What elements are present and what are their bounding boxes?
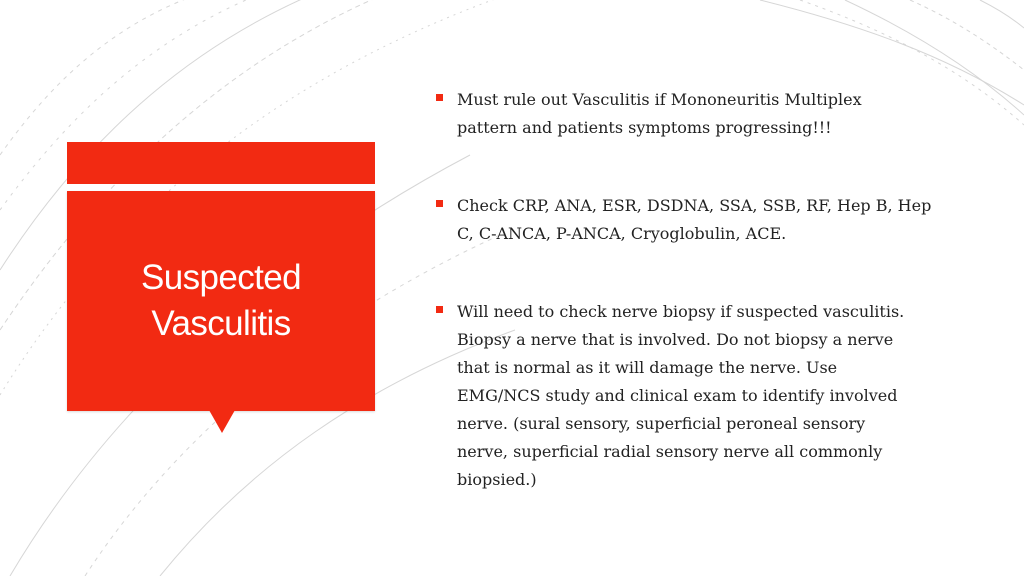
bullet-item	[435, 86, 955, 142]
title-panel-pointer	[209, 410, 235, 433]
bullet-text: Check CRP, ANA, ESR, DSDNA, SSA, SSB, RF, Hep B, Hep C, C-ANCA, P-ANCA, Cryoglobulin, ACE.	[457, 196, 932, 243]
background-arc-line	[980, 0, 1024, 28]
bullet-list	[435, 86, 955, 494]
red-square-bullet-icon	[436, 306, 443, 313]
background-arc-line	[0, 0, 210, 155]
bullet-item	[435, 298, 955, 494]
bullet-text: Must rule out Vasculitis if Mononeuritis Multiplex pattern and patients symptoms progressing!!!	[457, 90, 862, 137]
bullet-text: Will need to check nerve biopsy if suspected vasculitis. Biopsy a nerve that is involved. Do not biopsy a nerve that is normal as it will damage the nerve. Use EMG/NCS study and clinical exam to identify involved nerve. (sural sensory, superficial peroneal sensory nerve, superficial radial sensory nerve all commonly biopsied.)	[457, 302, 905, 489]
red-square-bullet-icon	[436, 94, 443, 101]
slide-title: Suspected Vasculitis	[141, 258, 301, 343]
title-accent-strip	[67, 142, 375, 184]
background-arc-line	[910, 0, 1024, 70]
bullet-item	[435, 192, 955, 248]
red-square-bullet-icon	[436, 200, 443, 207]
